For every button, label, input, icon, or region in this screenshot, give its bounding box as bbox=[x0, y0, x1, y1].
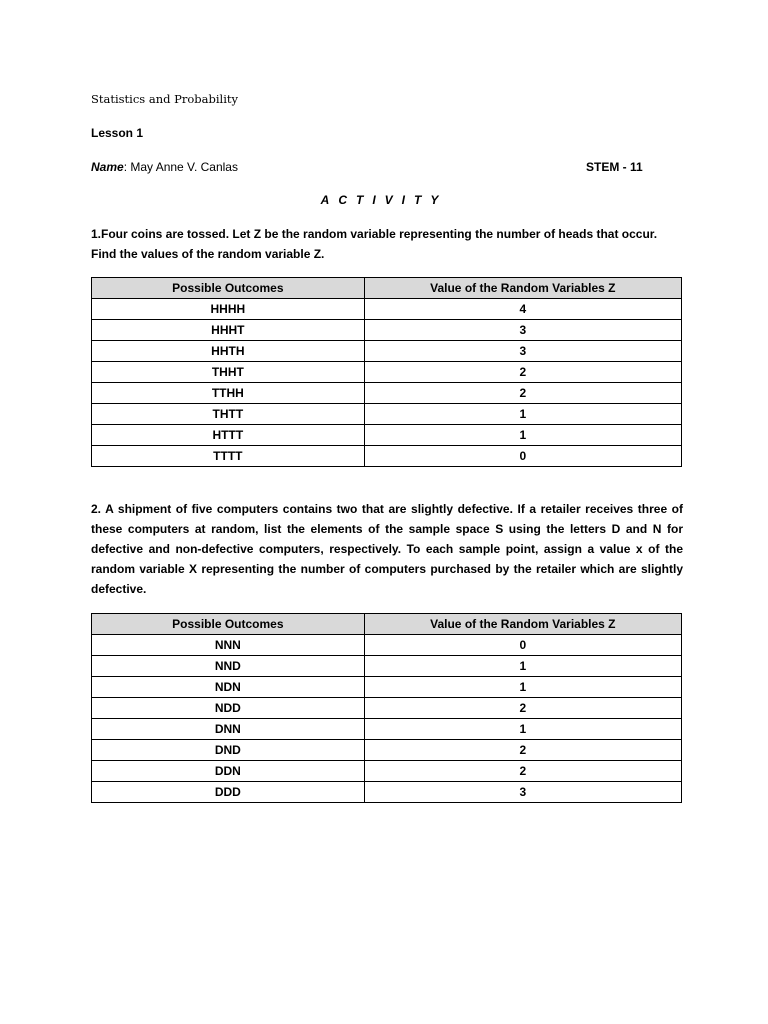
table-row bbox=[92, 425, 682, 446]
table-row bbox=[92, 635, 682, 656]
value-cell: 2 bbox=[364, 761, 681, 782]
outcome-cell: DDN bbox=[92, 761, 365, 782]
value-cell: 1 bbox=[364, 719, 681, 740]
value-cell: 2 bbox=[364, 698, 681, 719]
table-row bbox=[92, 740, 682, 761]
outcome-cell: HHHT bbox=[92, 320, 365, 341]
table-header-row bbox=[92, 278, 682, 299]
value-cell: 3 bbox=[364, 341, 681, 362]
lesson-label: Lesson 1 bbox=[91, 126, 144, 140]
outcome-cell: HTTT bbox=[92, 425, 365, 446]
outcome-cell: NDD bbox=[92, 698, 365, 719]
value-cell: 2 bbox=[364, 383, 681, 404]
question-1-text: 1.Four coins are tossed. Let Z be the random variable representing the number of heads that occur. Find the values of the random variable Z. bbox=[91, 227, 658, 261]
value-cell: 2 bbox=[364, 362, 681, 383]
outcome-cell: NND bbox=[92, 656, 365, 677]
student-name: : May Anne V. Canlas bbox=[123, 160, 238, 174]
value-cell: 3 bbox=[364, 320, 681, 341]
subject-heading: Statistics and Probability bbox=[91, 92, 239, 106]
table-row bbox=[92, 698, 682, 719]
value-cell: 1 bbox=[364, 425, 681, 446]
value-cell: 0 bbox=[364, 635, 681, 656]
value-cell: 0 bbox=[364, 446, 681, 467]
student-name-line bbox=[91, 160, 238, 174]
outcome-cell: DDD bbox=[92, 782, 365, 803]
column-header-value: Value of the Random Variables Z bbox=[364, 278, 681, 299]
table-row bbox=[92, 320, 682, 341]
table-row bbox=[92, 656, 682, 677]
outcome-cell: NDN bbox=[92, 677, 365, 698]
outcome-cell: THHT bbox=[92, 362, 365, 383]
outcome-cell: THTT bbox=[92, 404, 365, 425]
question-2-text: 2. A shipment of five computers contains two that are slightly defective. If a retailer receives three of these computers at random, list the elements of the sample space S using the letters D and N for defective and non-defective computers, respectively. To each sample point, assign a value x of the random variable X representing the number of computers purchased by the retailer which are slightly defective. bbox=[91, 502, 683, 596]
table-row bbox=[92, 719, 682, 740]
table-header-row bbox=[92, 614, 682, 635]
value-cell: 1 bbox=[364, 404, 681, 425]
outcome-cell: TTHH bbox=[92, 383, 365, 404]
activity-title: ACTIVITY bbox=[320, 193, 448, 207]
value-cell: 1 bbox=[364, 656, 681, 677]
outcome-cell: NNN bbox=[92, 635, 365, 656]
outcome-cell: DND bbox=[92, 740, 365, 761]
column-header-outcomes: Possible Outcomes bbox=[92, 278, 365, 299]
outcome-cell: TTTT bbox=[92, 446, 365, 467]
outcome-cell: HHTH bbox=[92, 341, 365, 362]
outcome-cell: DNN bbox=[92, 719, 365, 740]
table-row bbox=[92, 299, 682, 320]
section-label: STEM - 11 bbox=[586, 160, 643, 174]
column-header-value: Value of the Random Variables Z bbox=[364, 614, 681, 635]
value-cell: 1 bbox=[364, 677, 681, 698]
outcome-cell: HHHH bbox=[92, 299, 365, 320]
table-row bbox=[92, 404, 682, 425]
table-row bbox=[92, 761, 682, 782]
table-row bbox=[92, 341, 682, 362]
name-label: Name bbox=[91, 160, 124, 174]
table-row bbox=[92, 677, 682, 698]
coin-toss-table bbox=[91, 277, 682, 467]
value-cell: 2 bbox=[364, 740, 681, 761]
column-header-outcomes: Possible Outcomes bbox=[92, 614, 365, 635]
computer-shipment-table bbox=[91, 613, 682, 803]
table-row bbox=[92, 383, 682, 404]
table-row bbox=[92, 446, 682, 467]
table-row bbox=[92, 782, 682, 803]
value-cell: 4 bbox=[364, 299, 681, 320]
value-cell: 3 bbox=[364, 782, 681, 803]
table-row bbox=[92, 362, 682, 383]
